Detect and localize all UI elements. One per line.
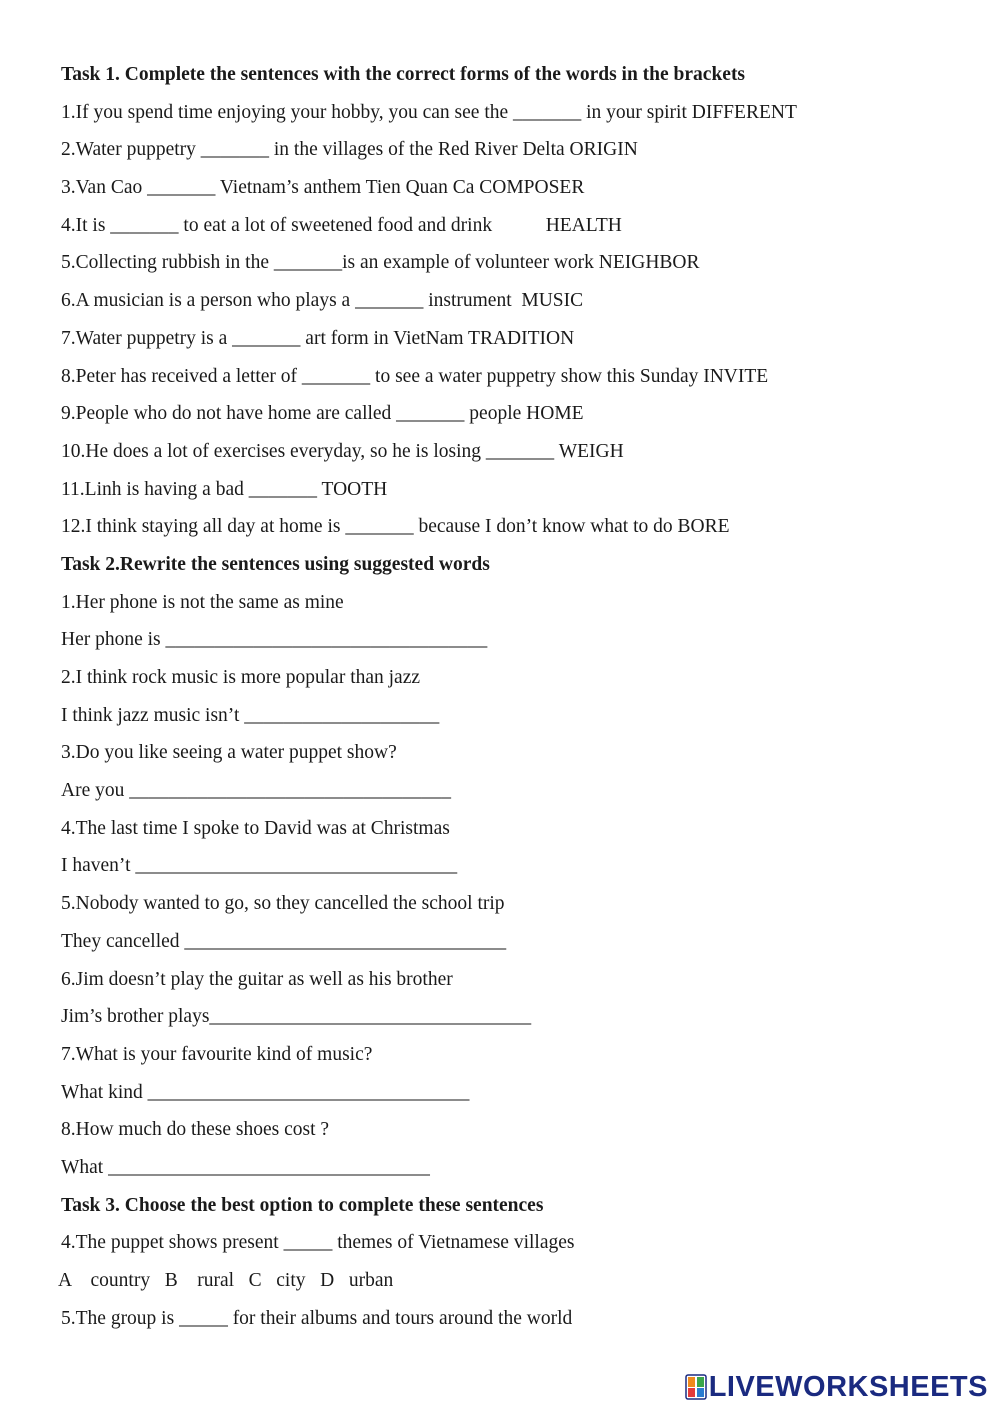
task1-item-2: 2.Water puppetry _______ in the villages of the Red River Delta ORIGIN: [61, 139, 638, 161]
task1-item-10: 10.He does a lot of exercises everyday, so he is losing _______ WEIGH: [61, 440, 624, 462]
task2-question-3: 3.Do you like seeing a water puppet show?: [61, 742, 397, 764]
task2-question-7: 7.What is your favourite kind of music?: [61, 1043, 373, 1065]
task1-item-11: 11.Linh is having a bad _______ TOOTH: [61, 478, 388, 500]
task1-item-9: 9.People who do not have home are called _______ people HOME: [61, 403, 584, 425]
task1-item-3: 3.Van Cao _______ Vietnam’s anthem Tien Quan Ca COMPOSER: [61, 177, 585, 199]
task2-question-4: 4.The last time I spoke to David was at Christmas: [61, 817, 450, 839]
task2-question-1: 1.Her phone is not the same as mine: [61, 591, 344, 613]
task2-heading: Task 2.Rewrite the sentences using suggested words: [61, 553, 490, 575]
task3-options-4: A country B rural C city D urban: [58, 1270, 394, 1291]
task2-answer-4: I haven’t _________________________________: [61, 855, 458, 877]
task1-item-6: 6.A musician is a person who plays a _______ instrument MUSIC: [61, 290, 584, 312]
liveworksheets-mark-icon: [685, 1374, 707, 1400]
task1-item-5: 5.Collecting rubbish in the _______is an example of volunteer work NEIGHBOR: [61, 252, 700, 274]
task2-answer-3: Are you _________________________________: [61, 780, 451, 802]
task2-question-8: 8.How much do these shoes cost ?: [61, 1119, 330, 1141]
task2-question-6: 6.Jim doesn’t play the guitar as well as his brother: [61, 968, 453, 990]
task2-answer-2: I think jazz music isn’t ____________________: [61, 704, 440, 726]
task3-question-5: 5.The group is _____ for their albums and tours around the world: [61, 1307, 573, 1329]
task2-answer-7: What kind _________________________________: [61, 1081, 470, 1103]
task1-item-7: 7.Water puppetry is a _______ art form in VietNam TRADITION: [61, 327, 575, 349]
task1-item-8: 8.Peter has received a letter of _______ to see a water puppetry show this Sunday INVITE: [61, 365, 769, 387]
task2-question-2: 2.I think rock music is more popular than jazz: [61, 667, 421, 688]
task2-answer-5: They cancelled _________________________________: [61, 930, 507, 952]
task2-answer-1: Her phone is _________________________________: [61, 629, 488, 651]
liveworksheets-logo[interactable]: [685, 1370, 988, 1404]
task2-answer-8: What _________________________________: [61, 1156, 430, 1178]
task3-heading: Task 3. Choose the best option to complete these sentences: [61, 1194, 544, 1216]
task1-heading: Task 1. Complete the sentences with the correct forms of the words in the brackets: [61, 64, 746, 85]
task1-item-1: 1.If you spend time enjoying your hobby, you can see the _______ in your spirit DIFFERENT: [61, 101, 797, 123]
liveworksheets-logo-text: LIVEWORKSHEETS: [708, 1370, 988, 1403]
worksheet: [58, 56, 961, 1337]
task2-answer-6: Jim’s brother plays_________________________________: [61, 1006, 532, 1028]
task3-question-4: 4.The puppet shows present _____ themes of Vietnamese villages: [61, 1232, 575, 1254]
task1-item-12: 12.I think staying all day at home is _______ because I don’t know what to do BORE: [61, 516, 730, 538]
task1-item-4: 4.It is _______ to eat a lot of sweetened food and drink HEALTH: [61, 214, 622, 236]
task2-question-5: 5.Nobody wanted to go, so they cancelled the school trip: [61, 893, 505, 915]
